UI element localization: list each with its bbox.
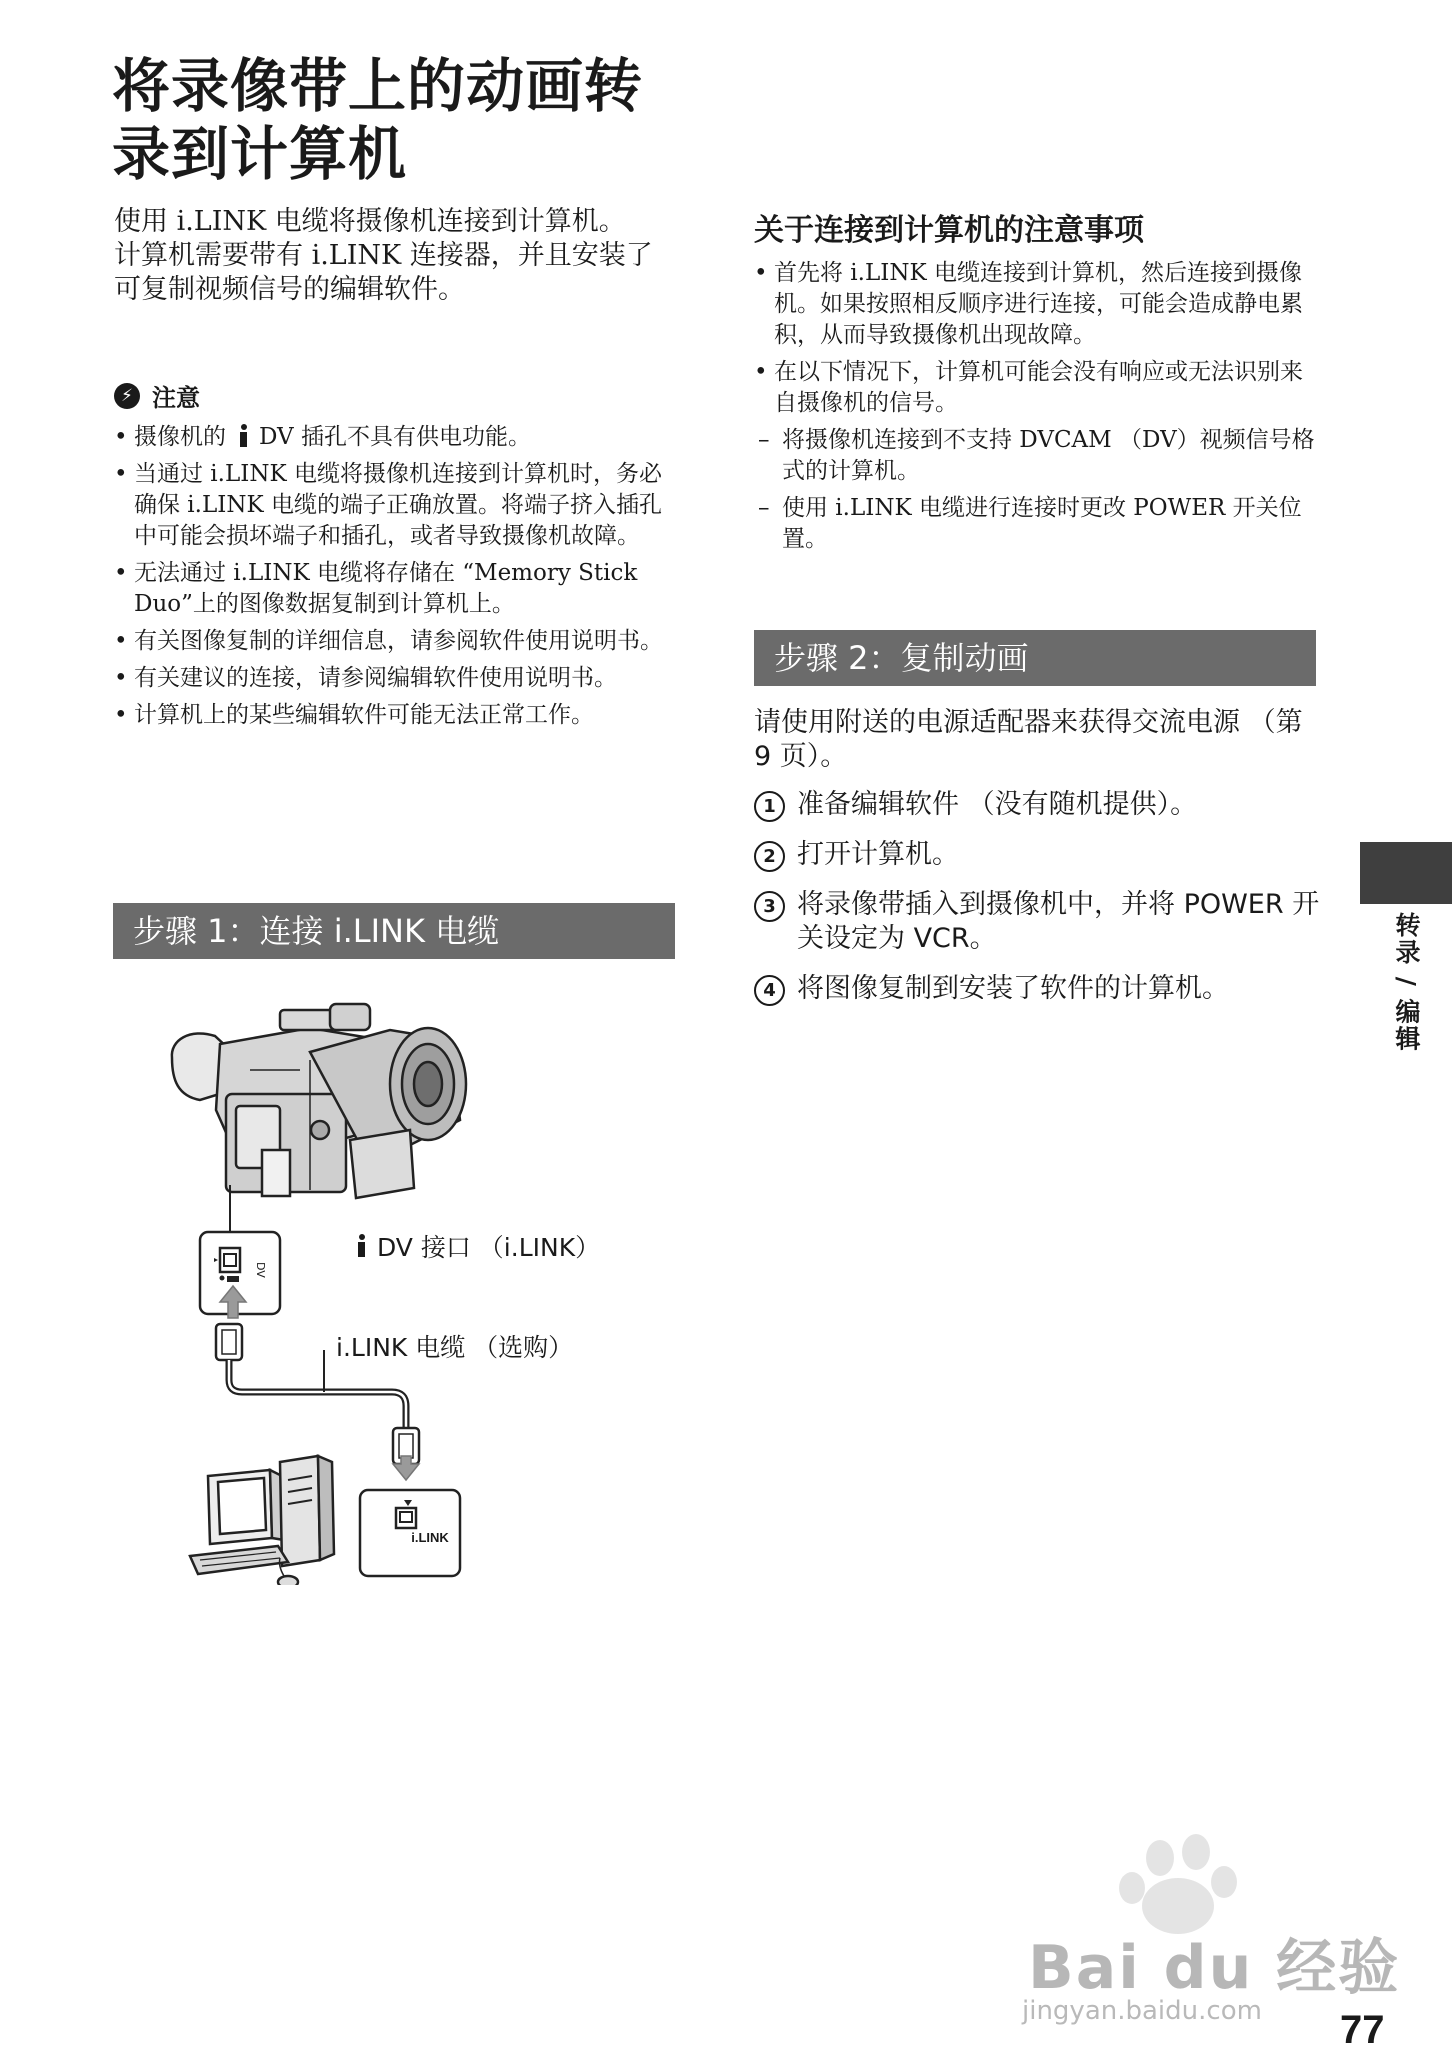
step-text: 将录像带插入到摄像机中，并将 POWER 开关设定为 VCR。: [797, 889, 1320, 954]
notes-heading-text: 注意: [152, 384, 200, 412]
note-item: • 当通过 i.LINK 电缆将摄像机连接到计算机时，务必确保 i.LINK 电缆的端子正确放置。将端子挤入插孔中可能会损坏端子和插孔，或者导致摄像机故障。: [114, 459, 674, 552]
step-number: 4: [754, 975, 785, 1006]
ilink-icon: [356, 1234, 367, 1258]
note-text: 摄像机的: [134, 424, 226, 450]
step-item: [754, 888, 1324, 956]
note-text: DV 插孔不具有供电功能。: [259, 424, 531, 450]
camcorder-illustration: [172, 1004, 466, 1198]
cautions-list: [754, 258, 1319, 561]
notes-list: [114, 422, 674, 737]
notes-heading: [114, 378, 200, 413]
computer-illustration: [190, 1456, 334, 1585]
caution-subitem: – 将摄像机连接到不支持 DVCAM （DV）视频信号格式的计算机。: [754, 425, 1319, 487]
title-line-2: 录到计算机: [112, 120, 408, 188]
step1-header: 步骤 1：连接 i.LINK 电缆: [113, 903, 675, 959]
step-item: [754, 788, 1324, 822]
step-text: 打开计算机。: [797, 839, 959, 870]
watermark-url: jingyan.baidu.com: [1022, 1996, 1262, 2026]
note-item: • 无法通过 i.LINK 电缆将存储在 “Memory Stick Duo”上的图像数据复制到计算机上。: [114, 558, 674, 620]
svg-text:DV: DV: [254, 1262, 267, 1278]
section-tab-label: 转录 / 编辑: [1392, 912, 1421, 1053]
step-text: 准备编辑软件 （没有随机提供）。: [797, 789, 1198, 820]
caution-item: [754, 357, 1319, 555]
title-line-1: 将录像带上的动画转: [112, 52, 644, 120]
step2-list: [754, 788, 1324, 1022]
caution-text: 在以下情况下，计算机可能会没有响应或无法识别来自摄像机的信号。: [774, 359, 1303, 416]
note-item: [114, 422, 674, 453]
caution-sublist: [754, 425, 1319, 555]
step-item: [754, 972, 1324, 1006]
connection-diagram: [160, 1000, 680, 1585]
intro-paragraph: 使用 i.LINK 电缆将摄像机连接到计算机。: [114, 206, 626, 237]
section-tab: [1360, 842, 1452, 904]
step-number: 3: [754, 891, 785, 922]
watermark-brand: Bai du 经验: [1028, 1933, 1401, 2003]
page-title: [112, 52, 732, 188]
ilink-icon: [238, 424, 249, 448]
caution-item: • 首先将 i.LINK 电缆连接到计算机，然后连接到摄像机。如果按照相反顺序进行连接，可能会造成静电累积，从而导致摄像机出现故障。: [754, 258, 1319, 351]
note-item: • 有关建议的连接，请参阅编辑软件使用说明书。: [114, 663, 674, 694]
intro-paragraph: 计算机需要带有 i.LINK 连接器，并且安装了可复制视频信号的编辑软件。: [114, 240, 653, 305]
step-number: 1: [754, 791, 785, 822]
cable-label: i.LINK 电缆 （选购）: [336, 1333, 574, 1362]
page-number: 77: [1340, 2008, 1385, 2052]
cautions-heading: 关于连接到计算机的注意事项: [754, 213, 1144, 248]
caution-icon: ⚡: [114, 383, 140, 409]
caution-subitem: – 使用 i.LINK 电缆进行连接时更改 POWER 开关位置。: [754, 493, 1319, 555]
ilink-port-label: i.LINK: [411, 1530, 449, 1545]
step2-intro: 请使用附送的电源适配器来获得交流电源 （第 9 页）。: [754, 707, 1303, 772]
note-item: • 有关图像复制的详细信息，请参阅软件使用说明书。: [114, 626, 674, 657]
intro-text: [114, 205, 674, 307]
step-text: 将图像复制到安装了软件的计算机。: [797, 973, 1229, 1004]
step-number: 2: [754, 841, 785, 872]
dv-port-label-text: DV 接口 （i.LINK）: [377, 1233, 601, 1262]
step2-header: 步骤 2：复制动画: [754, 630, 1316, 686]
dv-port-label: [356, 1228, 600, 1264]
step-item: [754, 838, 1324, 872]
note-item: • 计算机上的某些编辑软件可能无法正常工作。: [114, 700, 674, 731]
